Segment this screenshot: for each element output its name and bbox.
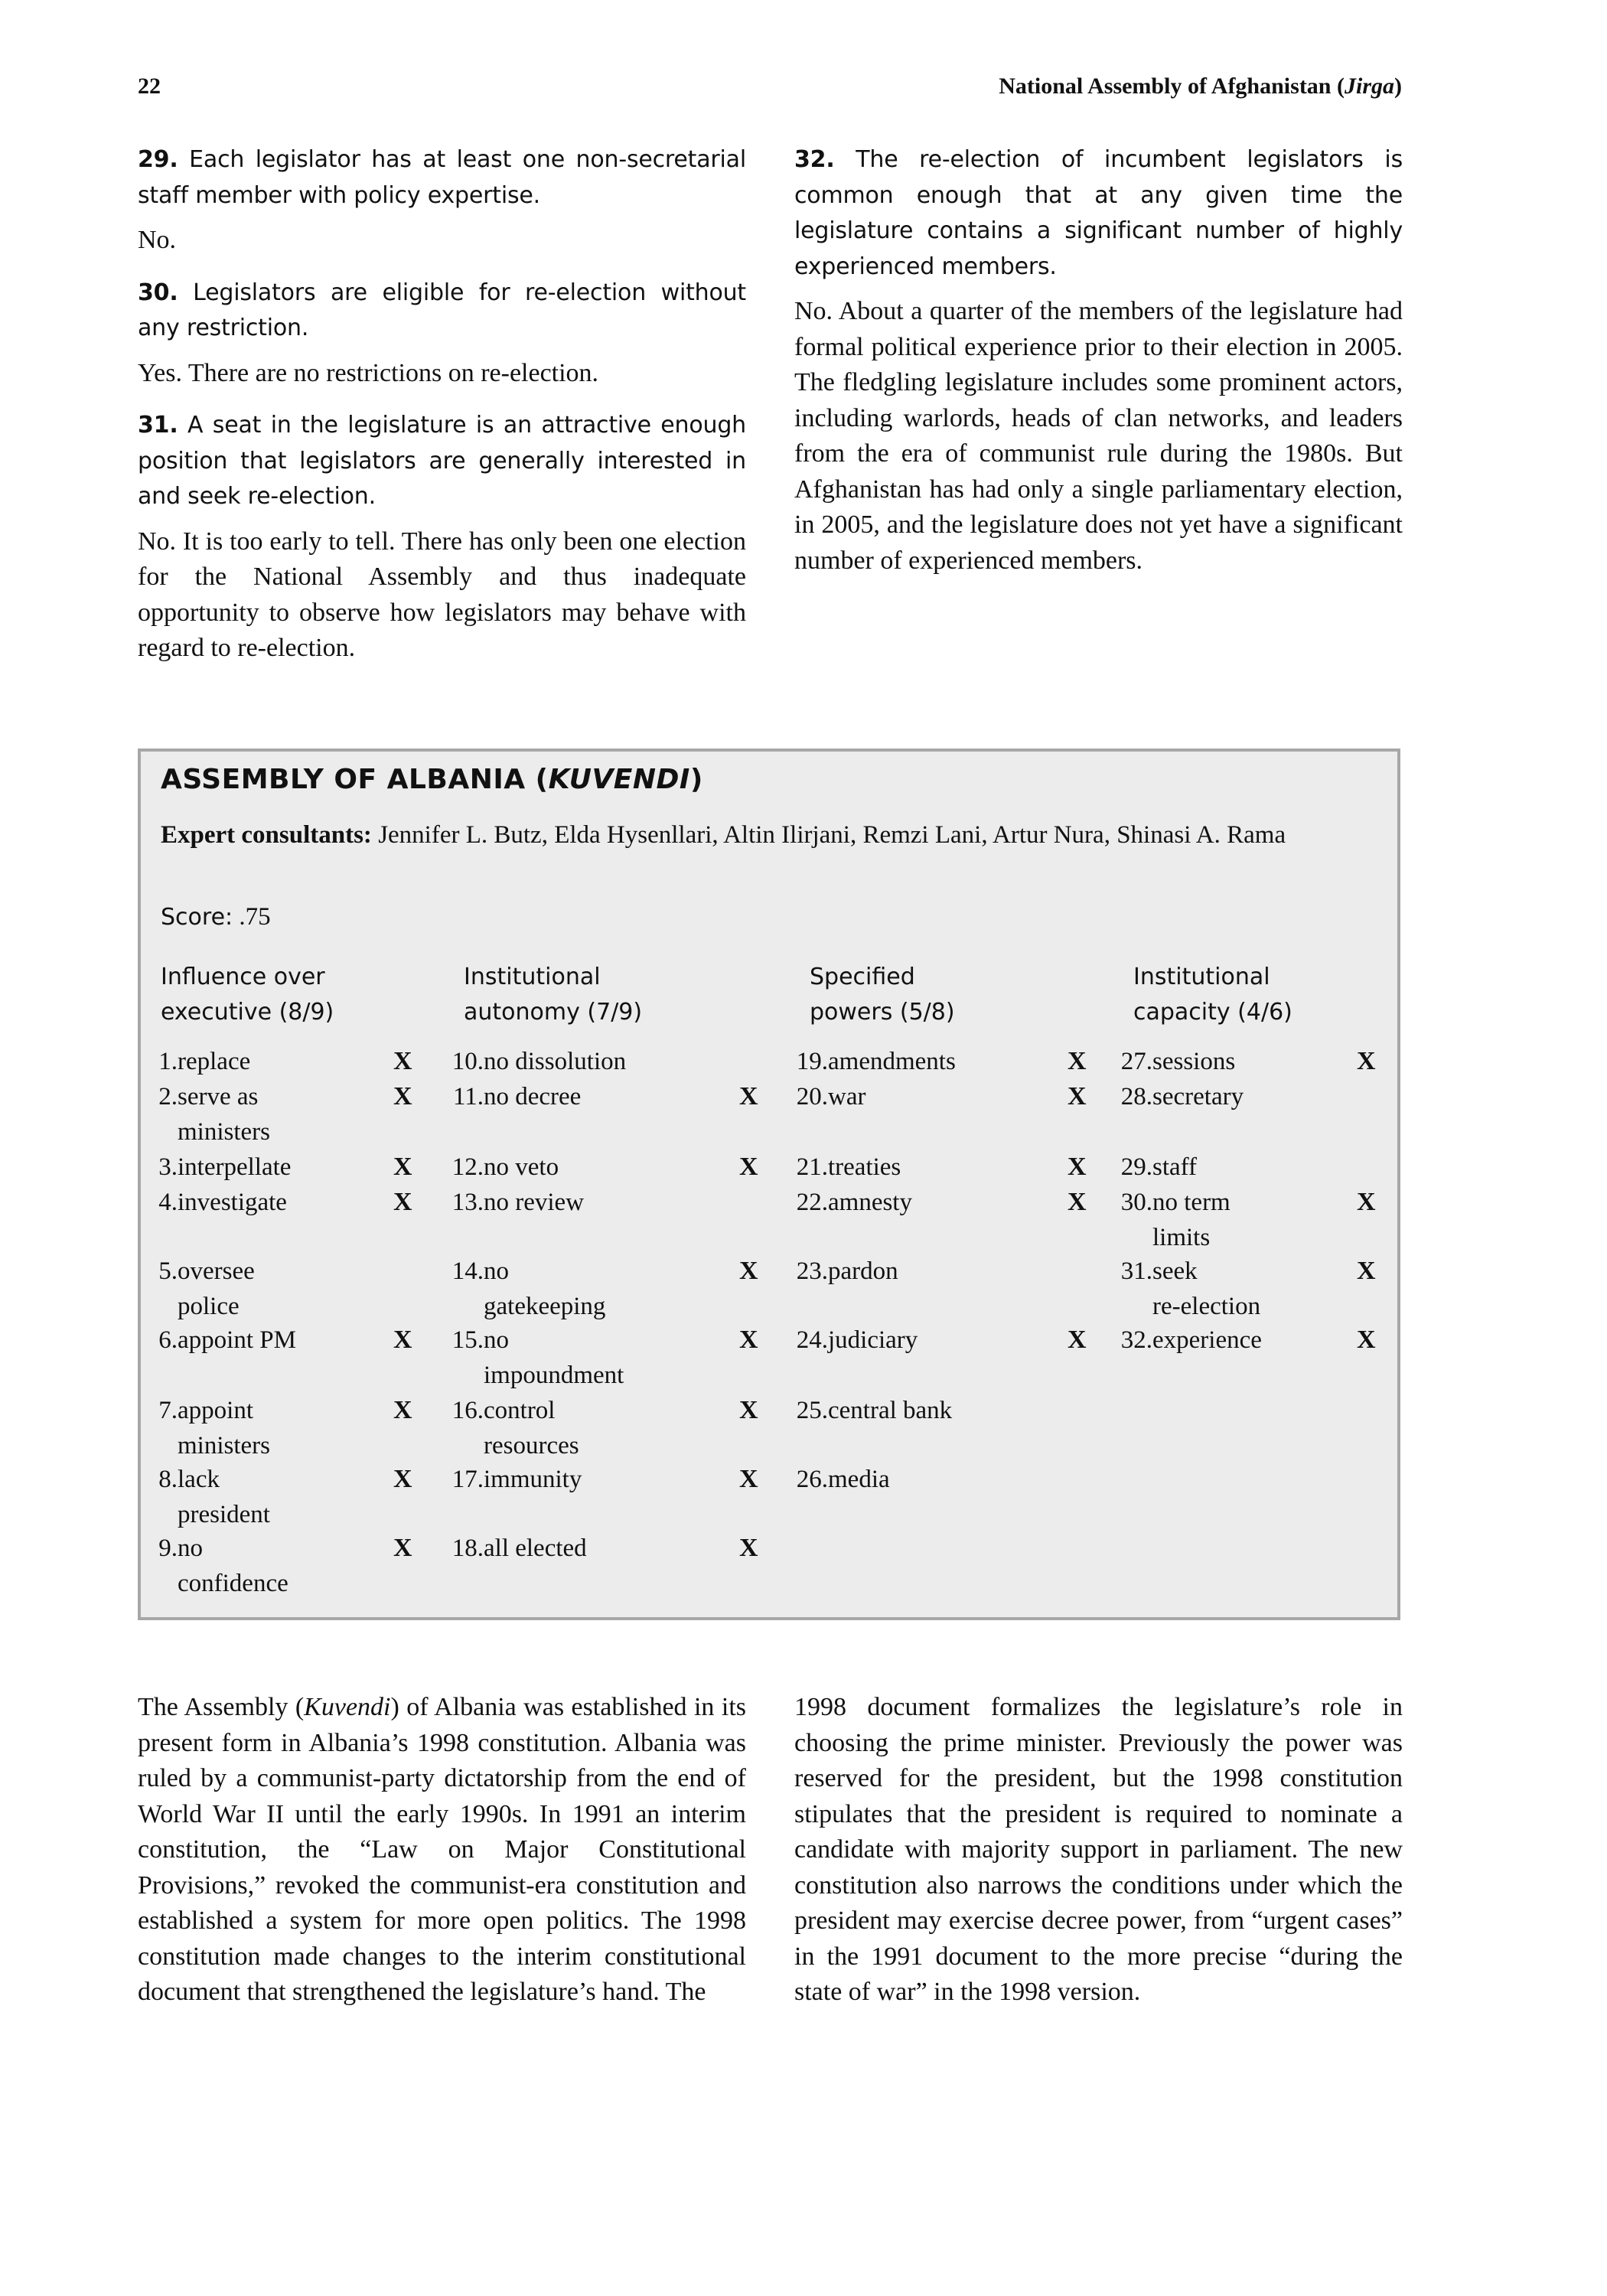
criterion-number: 23. (796, 1257, 828, 1285)
criterion-number: 29. (1120, 1153, 1152, 1181)
criterion-number: 12. (451, 1153, 484, 1181)
criterion-item (1117, 1150, 1198, 1185)
criterion-item (1117, 1079, 1244, 1114)
answer-29: No. (138, 226, 177, 254)
criterion-item (793, 1044, 956, 1079)
question-30: 30. Legislators are eligible for re-election without any restriction. (138, 279, 746, 341)
question-32: 32. The re-election of incumbent legislators is common enough that at any given time the legislature contains a significant number of highly experienced members. (794, 146, 1403, 280)
criterion-item (448, 1079, 582, 1114)
criterion-item (142, 1044, 251, 1079)
category-powers: Specified powers (5/8) (810, 964, 955, 1026)
criterion-item (793, 1393, 953, 1428)
criterion-number: 2. (158, 1083, 178, 1110)
criterion-label: immunity (484, 1466, 582, 1493)
criterion-x-mark: X (1357, 1047, 1376, 1075)
criterion-x-mark: X (739, 1257, 758, 1285)
criterion-label: treaties (828, 1153, 901, 1181)
criterion-x-mark: X (393, 1082, 412, 1110)
answer-30: Yes. There are no restrictions on re-election. (138, 358, 599, 387)
criterion-label: war (828, 1083, 866, 1110)
criterion-number: 3. (158, 1153, 178, 1181)
criterion-x-mark: X (393, 1326, 412, 1354)
criterion-label: staff (1152, 1153, 1198, 1181)
body-left-column: The Assembly (Kuvendi) of Albania was established in its present form in Albania’s 1998 constitution. Albania was ruled by a communist-party dictatorship from the end of World War II until the early 1990s. In 1991 an interim constitution, the “Law on Major Constitutional Provisions,” revoked the communist-era constitution and established a system for more open politics. The 1998 constitution made changes to the interim constitutional document that strengthened the legislature’s hand. The (138, 1693, 746, 2006)
criterion-item (142, 1393, 270, 1459)
criterion-label: central bank (828, 1397, 953, 1424)
criterion-number: 28. (1120, 1083, 1152, 1110)
right-column (794, 142, 1403, 595)
question-29: 29. Each legislator has at least one non-secretarial staff member with policy expertise. (138, 146, 746, 209)
criterion-label: experience (1152, 1326, 1262, 1354)
criterion-item (793, 1079, 866, 1114)
running-head: National Assembly of Afghanistan (Jirga) (999, 73, 1402, 99)
criterion-x-mark: X (1068, 1082, 1087, 1110)
criterion-label: interpellate (178, 1153, 292, 1181)
criterion-label: seek re-election (1152, 1257, 1261, 1320)
criterion-item (1117, 1254, 1261, 1320)
criterion-number: 9. (158, 1534, 178, 1562)
criterion-number: 19. (796, 1048, 828, 1075)
criterion-item (448, 1393, 579, 1459)
criterion-item (793, 1462, 890, 1497)
criterion-number: 5. (158, 1257, 178, 1285)
criterion-label: all elected (484, 1534, 587, 1562)
criterion-item (793, 1185, 912, 1220)
criterion-x-mark: X (739, 1326, 758, 1354)
criterion-item (448, 1322, 624, 1389)
criterion-x-mark: X (393, 1465, 412, 1493)
criterion-x-mark: X (393, 1396, 412, 1424)
criterion-item (142, 1322, 296, 1358)
criterion-label: investigate (178, 1189, 287, 1216)
criterion-label: no confidence (178, 1534, 288, 1597)
criterion-item (142, 1150, 292, 1185)
criterion-item (142, 1185, 287, 1220)
left-column (138, 142, 746, 683)
criterion-number: 7. (158, 1397, 178, 1424)
criterion-number: 26. (796, 1466, 828, 1493)
criterion-number: 15. (451, 1326, 484, 1354)
criterion-number: 25. (796, 1397, 828, 1424)
criterion-x-mark: X (739, 1082, 758, 1110)
criterion-number: 32. (1120, 1326, 1152, 1354)
criterion-number: 20. (796, 1083, 828, 1110)
criterion-label: appoint ministers (178, 1397, 270, 1459)
criterion-item (448, 1462, 582, 1497)
page-number: 22 (138, 73, 161, 99)
criterion-x-mark: X (739, 1153, 758, 1181)
category-capacity: Institutional capacity (4/6) (1133, 964, 1292, 1026)
box-title: ASSEMBLY OF ALBANIA (KUVENDI) (161, 764, 703, 795)
criterion-number: 21. (796, 1153, 828, 1181)
criterion-x-mark: X (1357, 1188, 1376, 1216)
criterion-label: no review (484, 1189, 585, 1216)
criterion-number: 8. (158, 1466, 178, 1493)
criterion-number: 22. (796, 1189, 828, 1216)
criterion-label: no decree (484, 1083, 582, 1110)
criterion-label: no term limits (1152, 1189, 1231, 1251)
criterion-label: sessions (1152, 1048, 1236, 1075)
criterion-x-mark: X (1068, 1326, 1087, 1354)
criterion-item (793, 1254, 898, 1289)
criterion-item (448, 1185, 585, 1220)
criterion-item (448, 1044, 627, 1079)
criterion-x-mark: X (1068, 1188, 1087, 1216)
answer-31: No. It is too early to tell. There has only been one election for the National Assembly and thus inadequate opportunity to observe how legislators may behave with regard to re-election. (138, 527, 746, 662)
criterion-x-mark: X (393, 1188, 412, 1216)
criterion-x-mark: X (1068, 1153, 1087, 1181)
criterion-item (142, 1462, 270, 1528)
criterion-item (793, 1150, 901, 1185)
criterion-x-mark: X (739, 1465, 758, 1493)
criterion-number: 18. (451, 1534, 484, 1562)
criterion-x-mark: X (393, 1047, 412, 1075)
criterion-label: lack president (178, 1466, 270, 1528)
criterion-item (1117, 1185, 1231, 1251)
criterion-number: 13. (451, 1189, 484, 1216)
criterion-number: 16. (451, 1397, 484, 1424)
criterion-x-mark: X (1068, 1047, 1087, 1075)
criterion-label: no gatekeeping (484, 1257, 606, 1320)
criterion-label: appoint PM (178, 1326, 296, 1354)
criterion-number: 4. (158, 1189, 178, 1216)
criterion-x-mark: X (1357, 1326, 1376, 1354)
criterion-number: 17. (451, 1466, 484, 1493)
criterion-number: 6. (158, 1326, 178, 1354)
score: Score: .75 (161, 903, 271, 931)
criterion-item (142, 1531, 288, 1597)
criterion-label: secretary (1152, 1083, 1244, 1110)
category-influence: Influence over executive (8/9) (161, 964, 334, 1026)
criterion-item (793, 1322, 918, 1358)
expert-consultants: Expert consultants: Jennifer L. Butz, Elda Hysenllari, Altin Ilirjani, Remzi Lani, Artur Nura, Shinasi A. Rama (161, 821, 1286, 849)
criterion-number: 27. (1120, 1048, 1152, 1075)
criterion-x-mark: X (739, 1534, 758, 1562)
criterion-item (1117, 1044, 1236, 1079)
category-autonomy: Institutional autonomy (7/9) (464, 964, 643, 1026)
question-31: 31. A seat in the legislature is an attractive enough position that legislators are generally interested in and seek re-election. (138, 412, 746, 510)
criterion-item (448, 1531, 587, 1566)
criterion-item (142, 1079, 270, 1146)
criterion-label: amnesty (828, 1189, 912, 1216)
criterion-x-mark: X (393, 1153, 412, 1181)
criterion-label: pardon (828, 1257, 898, 1285)
criterion-number: 24. (796, 1326, 828, 1354)
body-right-column: 1998 document formalizes the legislature’s role in choosing the prime minister. Previously the power was reserved for the president, but the 1998 constitution stipulates that the president is required to nominate a candidate with majority support in parliament. The new constitution also narrows the conditions under which the president may exercise decree power, from “urgent cases” in the 1991 document to the more precise “during the state of war” in the 1998 version. (794, 1693, 1403, 2006)
criterion-number: 30. (1120, 1189, 1152, 1216)
criterion-label: no impoundment (484, 1326, 624, 1389)
criterion-label: amendments (828, 1048, 956, 1075)
criterion-x-mark: X (1357, 1257, 1376, 1285)
criterion-label: no dissolution (484, 1048, 627, 1075)
criterion-number: 31. (1120, 1257, 1152, 1285)
criterion-x-mark: X (739, 1396, 758, 1424)
criterion-label: judiciary (828, 1326, 918, 1354)
criterion-label: media (828, 1466, 890, 1493)
criterion-number: 14. (451, 1257, 484, 1285)
criterion-label: no veto (484, 1153, 559, 1181)
criterion-number: 11. (452, 1083, 484, 1110)
criterion-number: 1. (158, 1048, 178, 1075)
criterion-item (448, 1254, 606, 1320)
criterion-number: 10. (451, 1048, 484, 1075)
criterion-item (142, 1254, 255, 1320)
criterion-label: control resources (484, 1397, 579, 1459)
criterion-label: serve as ministers (178, 1083, 270, 1146)
criterion-label: replace (178, 1048, 251, 1075)
criterion-item (448, 1150, 559, 1185)
criterion-x-mark: X (393, 1534, 412, 1562)
criterion-item (1117, 1322, 1262, 1358)
albania-score-box (138, 748, 1400, 1620)
criterion-label: oversee police (178, 1257, 255, 1320)
answer-32: No. About a quarter of the members of the legislature had formal political experience prior to their election in 2005. The fledgling legislature includes some prominent actors, including warlords, heads of clan networks, and leaders from the era of communist rule during the 1980s. But Afghanistan has had only a single parliamentary election, in 2005, and the legislature does not yet have a significant number of experienced members. (794, 297, 1403, 575)
